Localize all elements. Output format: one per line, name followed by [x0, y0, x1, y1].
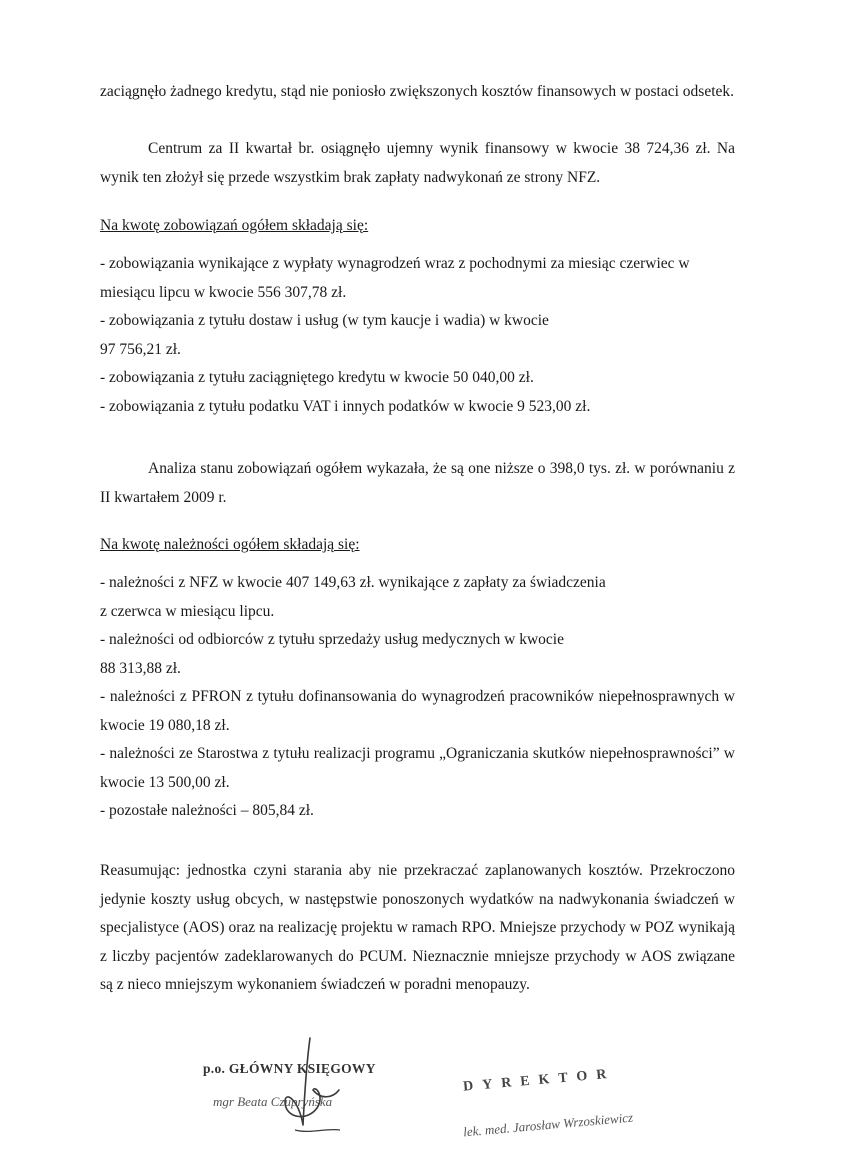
accountant-name: mgr Beata Czupryńska	[213, 1094, 333, 1109]
receivables-heading: Na kwotę należności ogółem składają się:	[100, 536, 360, 553]
liabilities-heading: Na kwotę zobowiązań ogółem składają się:	[100, 217, 369, 234]
list-item: - należności ze Starostwa z tytułu realizacji programu „Ograniczania skutków niepełnosprawności” w kwocie 13 500,00 zł.	[100, 745, 735, 791]
paragraph-summary: Reasumując: jednostka czyni starania aby nie przekraczać zaplanowanych kosztów. Przekroczono jedynie koszty usług obcych, w następstwie ponoszonych wydatków na nadwykonania świadczeń w specjalistyce (AOS) oraz na realizację projektu w ramach RPO. Mniejsze przychody w POZ wynikają z liczby pacjentów zadeklarowanych do PCUM. Nieznacznie mniejsze przychody w AOS związane są z nieco mniejszym wykonaniem świadczeń w poradni menopauzy.	[100, 862, 735, 993]
receivables-list	[100, 569, 735, 826]
paragraph-financial-result: Centrum za II kwartał br. osiągnęło ujemny wynik finansowy w kwocie 38 724,36 zł. Na wynik ten złożył się przede wszystkim brak zapłaty nadwykonań ze strony NFZ.	[100, 140, 735, 186]
director-title: DYREKTOR	[462, 1066, 616, 1095]
list-item: - zobowiązania wynikające z wypłaty wynagrodzeń wraz z pochodnymi za miesiąc czerwiec w miesiącu lipcu w kwocie 556 307,78 zł.	[100, 255, 690, 301]
director-name: lek. med. Jarosław Wrzoskiewicz	[462, 1109, 634, 1140]
accountant-title: p.o. GŁÓWNY KSIĘGOWY	[203, 1061, 376, 1076]
list-item: - należności z PFRON z tytułu dofinansowania do wynagrodzeń pracowników niepełnosprawnych w kwocie 19 080,18 zł.	[100, 688, 735, 734]
accountant-signature	[255, 1030, 355, 1140]
list-item: - zobowiązania z tytułu dostaw i usług (w tym kaucje i wadia) w kwocie	[100, 312, 549, 329]
list-item: - zobowiązania z tytułu podatku VAT i innych podatków w kwocie 9 523,00 zł.	[100, 397, 591, 415]
paragraph-credit: zaciągnęło żadnego kredytu, stąd nie poniosło zwiększonych kosztów finansowych w postaci odsetek.	[100, 83, 735, 100]
list-item: - pozostałe należności – 805,84 zł.	[100, 802, 314, 819]
list-item: z czerwca w miesiącu lipcu.	[100, 602, 275, 620]
list-item: - należności od odbiorców z tytułu sprzedaży usług medycznych w kwocie	[100, 631, 564, 648]
list-item: - należności z NFZ w kwocie 407 149,63 zł. wynikające z zapłaty za świadczenia	[100, 574, 606, 591]
list-item: 88 313,88 zł.	[100, 659, 181, 677]
liabilities-list	[100, 250, 735, 421]
list-item: - zobowiązania z tytułu zaciągniętego kredytu w kwocie 50 040,00 zł.	[100, 369, 534, 386]
list-item: 97 756,21 zł.	[100, 340, 181, 358]
paragraph-analysis: Analiza stanu zobowiązań ogółem wykazała, że są one niższe o 398,0 tys. zł. w porównaniu z II kwartałem 2009 r.	[100, 460, 735, 506]
